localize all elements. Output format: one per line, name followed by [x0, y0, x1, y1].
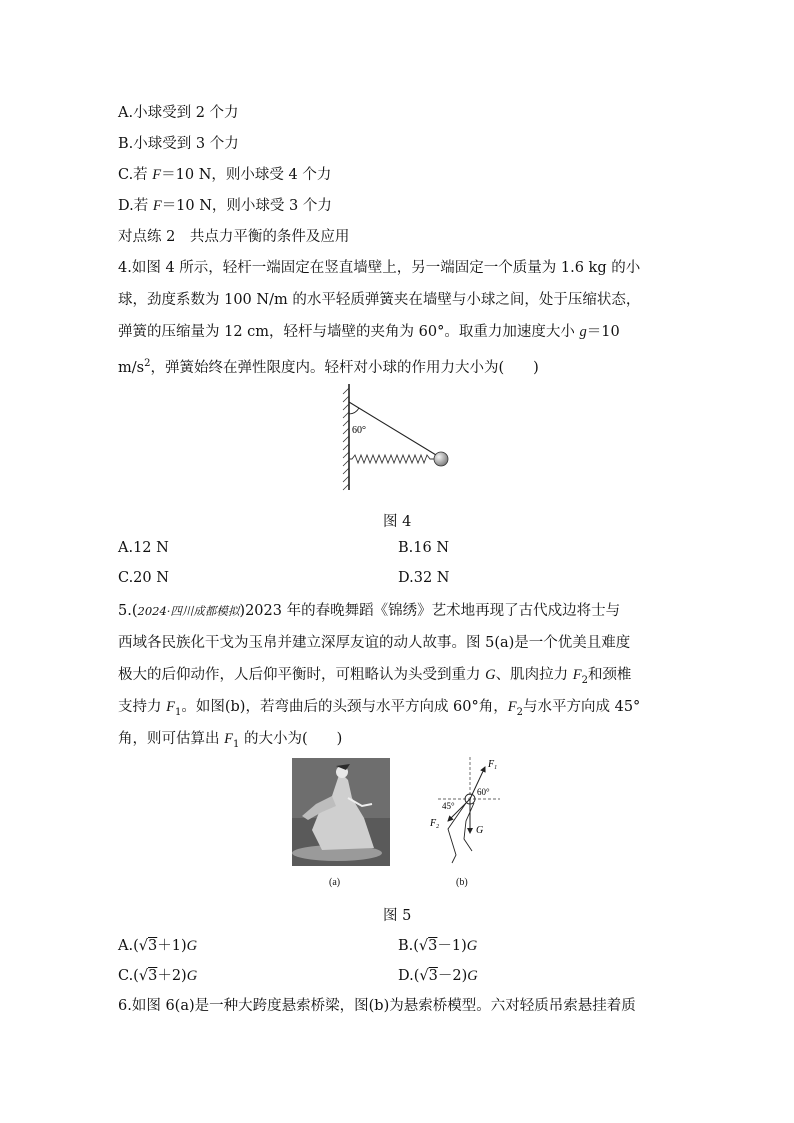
source-label: 2024·四川成都模拟: [137, 604, 240, 618]
text: 、肌肉拉力: [495, 667, 573, 683]
text: D.若: [118, 198, 153, 214]
section-heading: 对点练 2 共点力平衡的条件及应用: [118, 229, 350, 245]
subscript: 2: [516, 706, 523, 718]
text: ＝10 N，则小球受 4 个力: [161, 167, 332, 183]
text: ＋2): [157, 968, 187, 984]
text: ，弹簧始终在弹性限度内。轻杆对小球的作用力大小为( ): [150, 359, 539, 376]
var-g: G: [186, 968, 198, 984]
var-g: G: [466, 938, 478, 954]
text: 角，则可估算出: [118, 731, 225, 747]
subscript: 1: [174, 706, 182, 718]
var-f: F: [152, 167, 162, 183]
superscript: 2: [144, 358, 151, 369]
q4-option-a: A.12 N: [118, 540, 169, 556]
radicand: 3: [428, 968, 438, 984]
var-f: F: [572, 667, 582, 683]
var-f: F: [507, 699, 517, 715]
radicand: 3: [428, 938, 438, 954]
text: －1): [437, 938, 467, 954]
q4-line-4: [118, 354, 539, 378]
q4-line-3: [118, 322, 620, 342]
var-f: F: [152, 198, 162, 214]
q4-line-2: 球，劲度系数为 100 N/m 的水平轻质弹簧夹在墙壁与小球之间，处于压缩状态，: [118, 292, 641, 308]
var-g: G: [467, 968, 478, 984]
text: D.(: [398, 968, 420, 984]
var-f: F: [224, 731, 233, 747]
spring: [349, 455, 434, 463]
text: 支持力: [118, 699, 167, 715]
q5-line-2: 西域各民族化干戈为玉帛并建立深厚友谊的动人故事。图 5(a)是一个优美且难度: [118, 635, 631, 651]
text: C.若: [118, 167, 153, 183]
g-label: G: [476, 825, 484, 836]
text: 与水平方向成 45°: [522, 699, 641, 715]
figure-4-caption: 图 4: [383, 514, 412, 530]
angle-45-label: 45°: [442, 801, 455, 811]
angle-60-label: 60°: [477, 787, 490, 797]
ball: [434, 452, 448, 466]
text: ＋1): [157, 938, 187, 954]
figure-4-diagram: [340, 382, 460, 492]
q3-option-b: B.小球受到 3 个力: [118, 136, 239, 152]
f1-label: $F_1$: [488, 759, 498, 771]
radicand: 3: [148, 938, 158, 954]
q5-line-5: [118, 729, 342, 755]
sqrt-symbol: √: [419, 968, 429, 984]
var-g: G: [485, 667, 496, 683]
q6-line-1: 6.如图 6(a)是一种大跨度悬索桥梁，图(b)为悬索桥模型。六对轻质吊索悬挂着质: [118, 998, 636, 1014]
subscript: 1: [232, 738, 240, 750]
q5-option-c: [118, 964, 197, 985]
text: )2023 年的春晚舞蹈《锦绣》艺术地再现了古代戍边将士与: [239, 603, 621, 619]
text: 和颈椎: [587, 667, 632, 683]
q3-option-c: [118, 165, 331, 185]
var-f: F: [166, 699, 175, 715]
q4-option-c: C.20 N: [118, 570, 169, 586]
text: m/s: [118, 359, 145, 376]
sqrt-symbol: √: [138, 968, 149, 984]
q5-line-1: [118, 601, 620, 621]
q3-option-a: A.小球受到 2 个力: [118, 105, 239, 121]
text: －2): [437, 968, 468, 984]
sqrt-symbol: √: [138, 938, 148, 954]
subscript: 2: [581, 674, 588, 686]
figure-5b-diagram: [420, 755, 510, 870]
sqrt-symbol: √: [418, 938, 429, 954]
figure-5a-photo: [292, 758, 390, 866]
q5-option-d: [398, 964, 478, 985]
var-g: G: [186, 938, 198, 954]
q5-line-4: [118, 697, 640, 723]
q5-line-3: [118, 665, 631, 691]
text: C.(: [118, 968, 139, 984]
text: ＝10: [586, 324, 620, 340]
angle-label: 60°: [352, 425, 366, 436]
text: 。如图(b)，若弯曲后的头颈与水平方向成 60°角，: [181, 699, 508, 715]
text: A.(: [118, 938, 139, 954]
text: 弹簧的压缩量为 12 cm，轻杆与墙壁的夹角为 60°。取重力加速度大小: [118, 324, 580, 340]
f2-label: $F_2$: [430, 818, 440, 830]
text: ＝10 N，则小球受 3 个力: [161, 198, 332, 214]
body-outline-2: [464, 803, 474, 851]
text: B.(: [398, 938, 419, 954]
figure-5a-label: (a): [329, 877, 341, 888]
q4-option-b: B.16 N: [398, 540, 450, 556]
q5-option-b: [398, 934, 477, 955]
q3-option-d: [118, 196, 332, 216]
text: 5.(: [118, 603, 138, 619]
figure-5-caption: 图 5: [383, 908, 412, 924]
radicand: 3: [148, 968, 158, 984]
var-g: g: [579, 324, 587, 340]
angle-arc: [349, 408, 359, 414]
text: 的大小为( ): [239, 731, 343, 747]
q4-line-1: 4.如图 4 所示，轻杆一端固定在竖直墙壁上，另一端固定一个质量为 1.6 kg 的小: [118, 260, 641, 276]
figure-5b-label: (b): [456, 877, 468, 888]
q4-option-d: D.32 N: [398, 570, 450, 586]
q5-option-a: [118, 934, 197, 955]
text: 极大的后仰动作，人后仰平衡时，可粗略认为头受到重力: [118, 667, 486, 683]
